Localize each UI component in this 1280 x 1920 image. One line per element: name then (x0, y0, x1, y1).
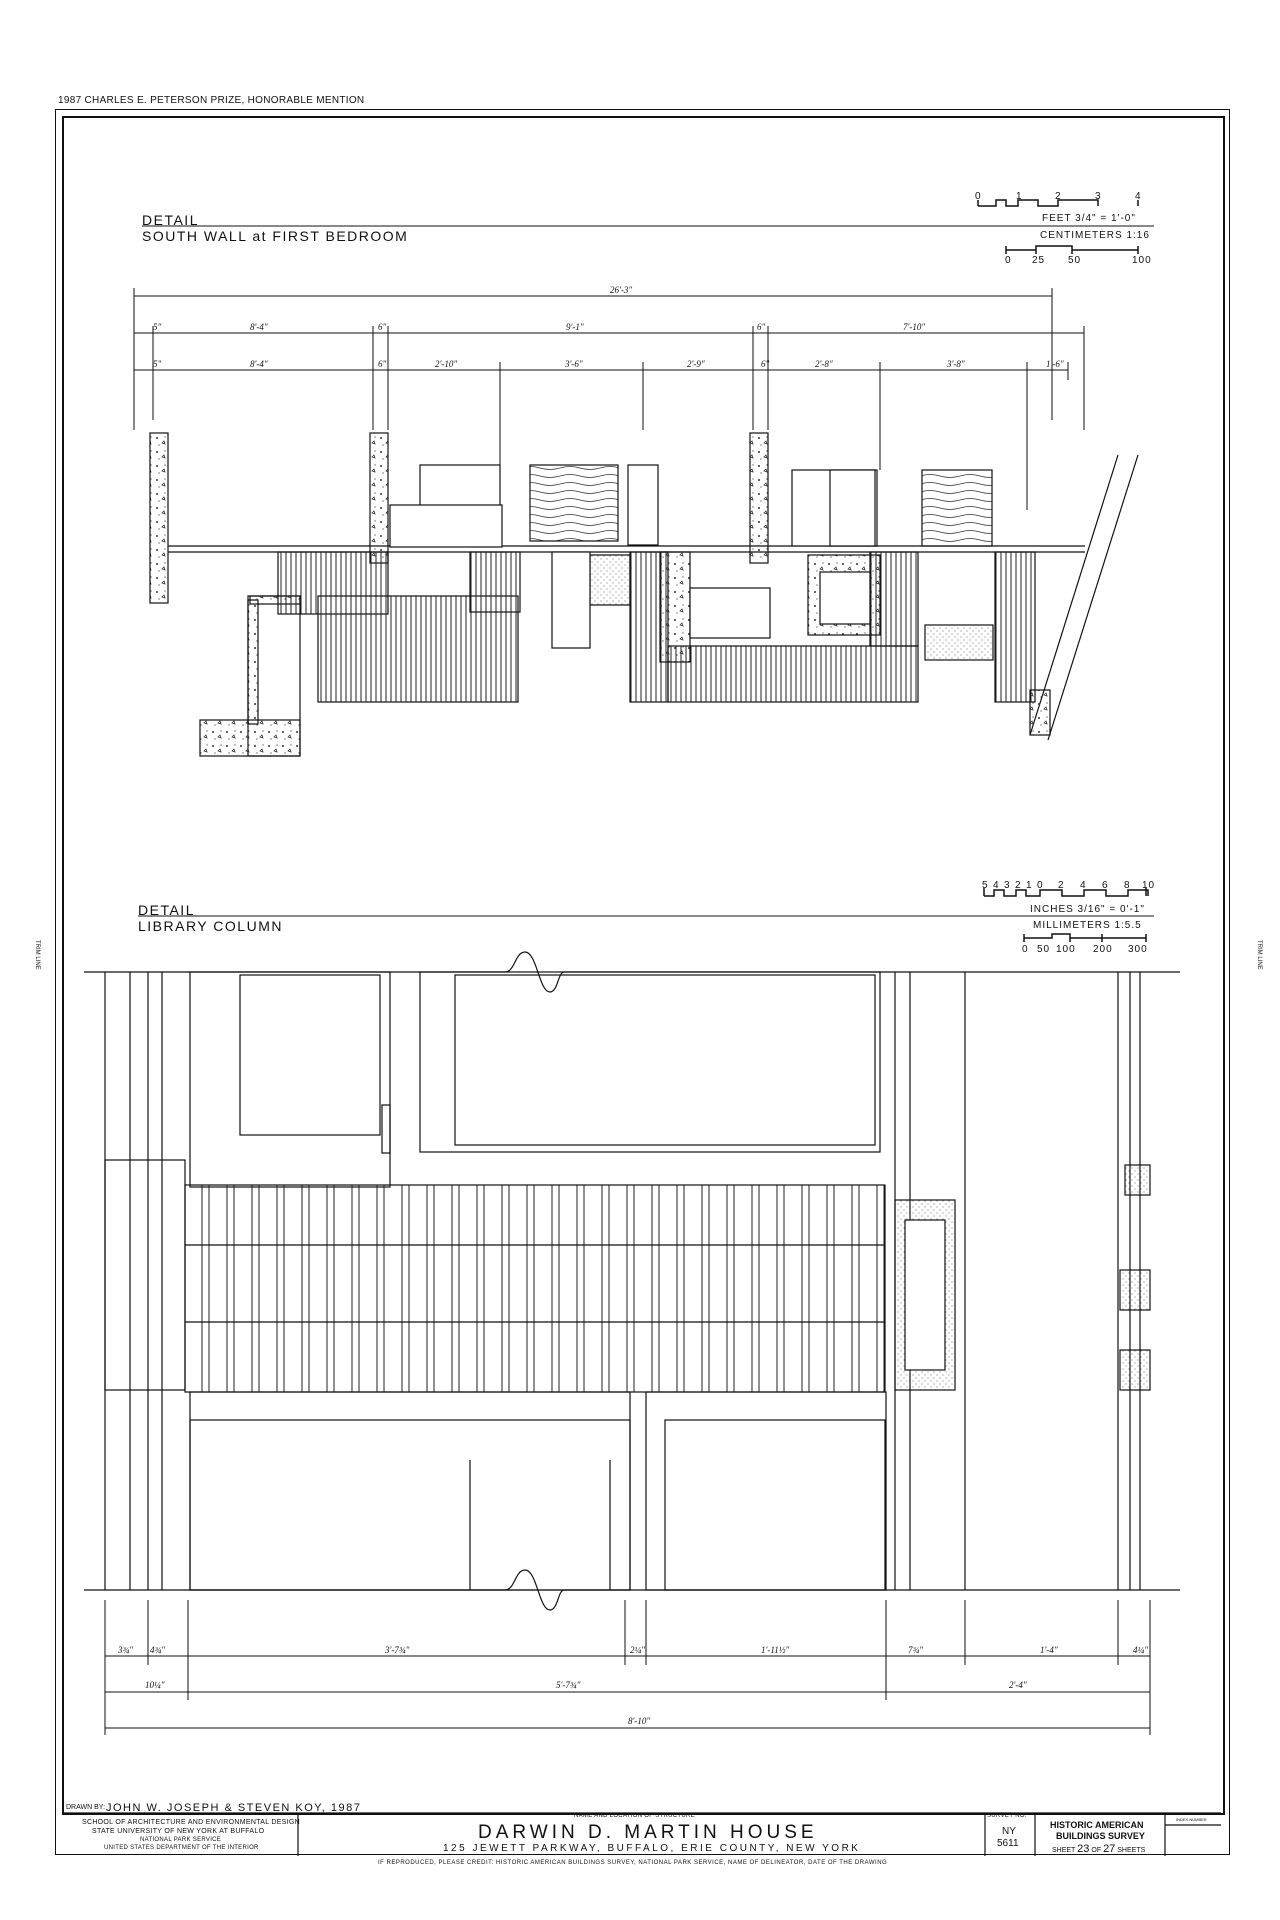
house-address: 125 JEWETT PARKWAY, BUFFALO, ERIE COUNTY, NEW YORK (443, 1843, 861, 1854)
nps-name: NATIONAL PARK SERVICE (140, 1837, 222, 1843)
dim2-r2-2-4: 2'-4" (1009, 1680, 1027, 1690)
inch-tick-2: 2 (1015, 880, 1022, 891)
habs-line2: BUILDINGS SURVEY (1056, 1831, 1145, 1841)
loc-label: LIBRARY OF CONGRESS (1168, 1811, 1216, 1816)
mm-tick-200: 200 (1093, 944, 1113, 955)
dim2-r1-4-1q: 4¼" (1133, 1645, 1149, 1655)
mm-tick-50: 50 (1037, 944, 1051, 955)
mm-tick-300: 300 (1128, 944, 1148, 955)
dim2-overall-8-10: 8'-10" (628, 1716, 651, 1726)
trim-line-right: TRIM LINE (1256, 940, 1262, 970)
inch-tick-1: 1 (1026, 880, 1033, 891)
dim-r2-6in-a: 6" (378, 359, 387, 369)
dim-r1-6in-a: 6" (378, 322, 387, 332)
dim-r2-8-4: 8'-4" (250, 359, 268, 369)
cm-tick-100: 100 (1132, 255, 1152, 266)
feet-tick-1: 1 (1016, 191, 1023, 202)
inch-tick-2b: 2 (1058, 880, 1065, 891)
inch-tick-8: 8 (1124, 880, 1131, 891)
dim-overall-26-3: 26'-3" (610, 285, 633, 295)
cm-tick-50: 50 (1068, 255, 1082, 266)
school-name: SCHOOL OF ARCHITECTURE AND ENVIRONMENTAL DESIGN (82, 1819, 301, 1826)
survey-label: SURVEY NO. (987, 1813, 1027, 1819)
feet-scale-bar (978, 200, 1138, 206)
inch-scale-bar (984, 888, 1148, 896)
dim-r2-2-10: 2'-10" (435, 359, 458, 369)
detail2-title: DETAIL (138, 902, 195, 918)
mm-scale-bar (1024, 934, 1146, 942)
trim-line-left: TRIM LINE (34, 940, 40, 970)
detail2-dimension-lines (105, 1600, 1150, 1735)
dim-r2-3-8: 3'-8" (947, 359, 965, 369)
university-name: STATE UNIVERSITY OF NEW YORK AT BUFFALO (92, 1828, 265, 1835)
inch-tick-0: 0 (1037, 880, 1044, 891)
cm-tick-25: 25 (1032, 255, 1046, 266)
dim2-r1-1-11h: 1'-11½" (761, 1645, 790, 1655)
survey-state: NY (1002, 1826, 1016, 1837)
inch-tick-6: 6 (1102, 880, 1109, 891)
detail1-title: DETAIL (142, 212, 199, 228)
dim2-r1-1-4: 1'-4" (1040, 1645, 1058, 1655)
dim-r2-1-6: 1'-6" (1046, 359, 1064, 369)
cm-scale-bar (1006, 246, 1138, 254)
inch-tick-10: 10 (1142, 880, 1156, 891)
drawn-by: JOHN W. JOSEPH & STEVEN KOY, 1987 (106, 1802, 362, 1814)
dim-r2-3-6: 3'-6" (565, 359, 583, 369)
house-name: DARWIN D. MARTIN HOUSE (478, 1822, 818, 1843)
dim-r1-7-10: 7'-10" (903, 322, 926, 332)
cm-scale-label: CENTIMETERS 1:16 (1040, 230, 1150, 241)
dim2-r1-3-7-3q: 3'-7¾" (385, 1645, 410, 1655)
dim-r2-2-9: 2'-9" (687, 359, 705, 369)
feet-tick-2: 2 (1055, 191, 1062, 202)
mm-scale-label: MILLIMETERS 1:5.5 (1033, 920, 1142, 931)
dim2-r1-3-3q: 3¾" (118, 1645, 134, 1655)
inch-tick-5: 5 (982, 880, 989, 891)
structure-label: NAME AND LOCATION OF STRUCTURE (574, 1813, 695, 1819)
reproduction-credit: IF REPRODUCED, PLEASE CREDIT: HISTORIC AMERICAN BUILDINGS SURVEY, NATIONAL PARK SERVICE, NAME OF DELINEATOR, DATE OF THE DRAWING (378, 1860, 888, 1866)
mm-tick-0: 0 (1022, 944, 1029, 955)
sheet-number: 23 (1077, 1843, 1090, 1855)
survey-number: 5611 (997, 1838, 1019, 1849)
dim2-r1-4-3q: 4¾" (150, 1645, 166, 1655)
inch-scale-label: INCHES 3/16" = 0'-1" (1030, 904, 1145, 915)
dim-r2-6in-b: 6" (761, 359, 770, 369)
detail2-subtitle: LIBRARY COLUMN (138, 918, 283, 934)
feet-tick-0: 0 (975, 191, 982, 202)
title-block (62, 1813, 1221, 1856)
mm-tick-100: 100 (1056, 944, 1076, 955)
habs-line1: HISTORIC AMERICAN (1050, 1820, 1144, 1830)
inch-tick-3: 3 (1004, 880, 1011, 891)
dim-r1-9-1: 9'-1" (566, 322, 584, 332)
inch-tick-4b: 4 (1080, 880, 1087, 891)
sheet-mid: OF (1091, 1847, 1102, 1854)
library-column-elevation (84, 952, 1180, 1610)
cm-tick-0: 0 (1005, 255, 1012, 266)
dim2-r2-5-7-3q: 5'-7¾" (556, 1680, 581, 1690)
dim-r1-8-4: 8'-4" (250, 322, 268, 332)
dim-r2-5in: 5" (153, 359, 162, 369)
dim-r1-5in: 5" (153, 322, 162, 332)
south-wall-section (150, 433, 1138, 758)
detail1-subtitle: SOUTH WALL at FIRST BEDROOM (142, 228, 409, 244)
doi-name: UNITED STATES DEPARTMENT OF THE INTERIOR (104, 1845, 259, 1851)
dim2-r1-2-1q: 2¼" (630, 1645, 646, 1655)
dim2-r2-10-1q: 10¼" (145, 1680, 165, 1690)
inch-tick-4: 4 (993, 880, 1000, 891)
loc-index: INDEX NUMBER (1176, 1817, 1207, 1822)
sheet-total: 27 (1103, 1843, 1116, 1855)
sheet-post: SHEETS (1117, 1847, 1146, 1854)
feet-tick-3: 3 (1095, 191, 1102, 202)
dim-r2-2-8: 2'-8" (815, 359, 833, 369)
dim-r1-6in-b: 6" (757, 322, 766, 332)
drawn-by-label: DRAWN BY: (66, 1804, 106, 1811)
feet-tick-4: 4 (1135, 191, 1142, 202)
award-caption: 1987 CHARLES E. PETERSON PRIZE, HONORABLE MENTION (58, 95, 365, 106)
dim2-r1-7-3q: 7¾" (908, 1645, 924, 1655)
sheet-pre: SHEET (1052, 1847, 1076, 1854)
feet-scale-label: FEET 3/4" = 1'-0" (1042, 213, 1136, 224)
